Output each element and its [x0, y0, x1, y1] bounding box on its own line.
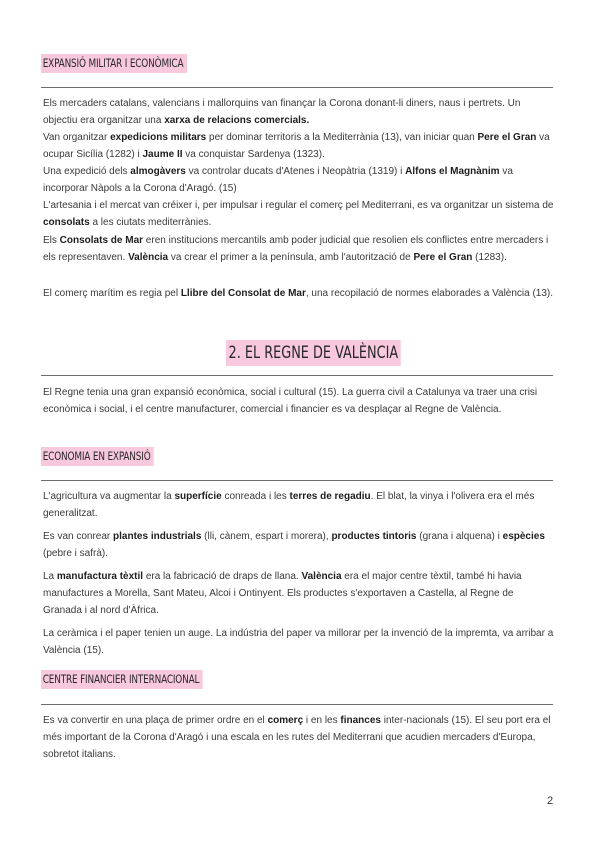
text-run: L'artesania i el mercat van créixer i, per impulsar i regular el comerç pel Mediterrani, es va organitzar un sistema de — [43, 200, 554, 211]
section-rule — [41, 704, 553, 705]
bold-term: Jaume II — [142, 149, 183, 161]
text-run: per dominar territoris a la Mediterrània (13), van iniciar quan — [206, 132, 478, 143]
text-run: conreada i les — [221, 491, 290, 502]
paragraph — [43, 129, 555, 163]
paragraph — [43, 488, 555, 522]
bold-term: plantes industrials — [113, 531, 202, 542]
bold-term: consolats — [43, 217, 90, 229]
bold-term: Alfons el Magnànim — [405, 166, 500, 177]
section-heading-economia: ECONOMIA EN EXPANSIÓ — [41, 447, 154, 466]
text-run: (lli, cànem, espart i morera), — [201, 531, 332, 542]
text-run: Es van conrear — [43, 531, 114, 542]
text-run: va crear el primer a la península, amb l'autorització de — [168, 252, 414, 264]
text-run: . El blat, la vinya i l'olivera era el més generalitzat. — [43, 491, 535, 520]
text-run: a les ciutats mediterrànies. — [89, 217, 212, 229]
text-run: (pebre i safrà). — [43, 548, 109, 560]
paragraph — [43, 163, 555, 197]
paragraph — [43, 285, 555, 302]
bold-term: espècies — [502, 531, 545, 542]
bold-term: comerç — [267, 715, 304, 726]
text-run: Els mercaders catalans, valencians i mallorquins van finançar la Corona donant-li diners, naus i pertrets. Un objectiu era organitzar una — [43, 98, 521, 127]
bold-term: xarxa de relacions comercials. — [164, 115, 310, 127]
text-run: L'agricultura va augmentar la — [43, 491, 175, 502]
section-rule — [41, 480, 553, 481]
text-run: Van organitzar — [43, 132, 111, 143]
text-run: va ocupar Sicília (1282) i — [43, 132, 550, 161]
text-run: va conquistar Sardenya (1323). — [182, 149, 325, 161]
bold-term: Pere el Gran — [413, 252, 473, 264]
bold-term: Pere el Gran — [477, 132, 537, 143]
bold-term: productes tintoris — [331, 531, 417, 542]
paragraph — [43, 625, 555, 659]
text-run: Una expedició dels — [43, 166, 131, 177]
paragraph — [43, 568, 555, 620]
text-run: La — [43, 571, 57, 582]
section-rule — [41, 87, 553, 88]
bold-term: terres de regadiu — [289, 491, 371, 502]
bold-term: València — [128, 252, 169, 264]
bold-term: finances — [340, 715, 381, 726]
paragraph — [43, 232, 555, 266]
text-run: (grana i alquena) i — [416, 531, 503, 542]
bold-term: Consolats de Mar — [59, 235, 144, 246]
text-run: era el major centre tèxtil, també hi havia manufactures a Morella, Sant Mateu, Alcoi i Ontinyent. Els productes s'exportaven a Castella, al Regne de Granada i al nord d'Àfrica. — [43, 571, 522, 617]
text-run: i en les — [303, 715, 341, 726]
section-rule — [41, 375, 553, 376]
paragraph — [43, 197, 555, 231]
bold-term: expedicions militars — [110, 132, 207, 143]
text-run: El comerç marítim es regia pel — [43, 288, 181, 299]
paragraph — [43, 528, 555, 562]
bold-term: Llibre del Consolat de Mar — [180, 288, 306, 299]
text-run: El Regne tenia una gran expansió econòmica, social i cultural (15). La guerra civil a Catalunya va traer una crisi econòmica i social, i el centre manufacturer, comercial i financier es va desplaçar al Regne de València. — [43, 387, 538, 416]
text-run: eren institucions mercantils amb poder judicial que resolien els conflictes entre mercaders i els representaven. — [43, 235, 549, 264]
text-run: (1283). — [472, 252, 507, 264]
chapter-heading-regne: 2. EL REGNE DE VALÈNCIA — [226, 340, 401, 366]
text-run: Es va convertir en una plaça de primer ordre en el — [43, 715, 268, 726]
section-heading-financer: CENTRE FINANCIER INTERNACIONAL — [41, 670, 203, 689]
bold-term: manufactura tèxtil — [56, 571, 144, 582]
bold-term: almogàvers — [130, 166, 186, 177]
bold-term: València — [301, 571, 342, 582]
page-number: 2 — [547, 795, 554, 807]
section-heading-expansio: EXPANSIÓ MILITAR I ECONÒMICA — [41, 54, 187, 73]
text-run: era la fabricació de draps de llana. — [143, 571, 302, 582]
text-run: La ceràmica i el paper tenien un auge. La indústria del paper va millorar per la invenció de la impremta, va arribar a València (15). — [43, 628, 554, 657]
text-run: va incorporar Nàpols a la Corona d'Aragó. (15) — [43, 166, 513, 195]
paragraph — [43, 95, 555, 129]
bold-term: superfície — [174, 491, 222, 502]
text-run: inter-nacionals (15). El seu port era el més important de la Corona d'Aragó i una escala en les rutes del Mediterrani que acudien mercaders d'Europa, sobretot italians. — [43, 715, 551, 761]
paragraph — [43, 712, 555, 764]
text-run: , una recopilació de normes elaborades a València (13). — [305, 288, 554, 299]
paragraph — [43, 384, 555, 418]
text-run: Els — [43, 235, 60, 246]
text-run: va controlar ducats d'Atenes i Neopàtria (1319) i — [185, 166, 406, 177]
